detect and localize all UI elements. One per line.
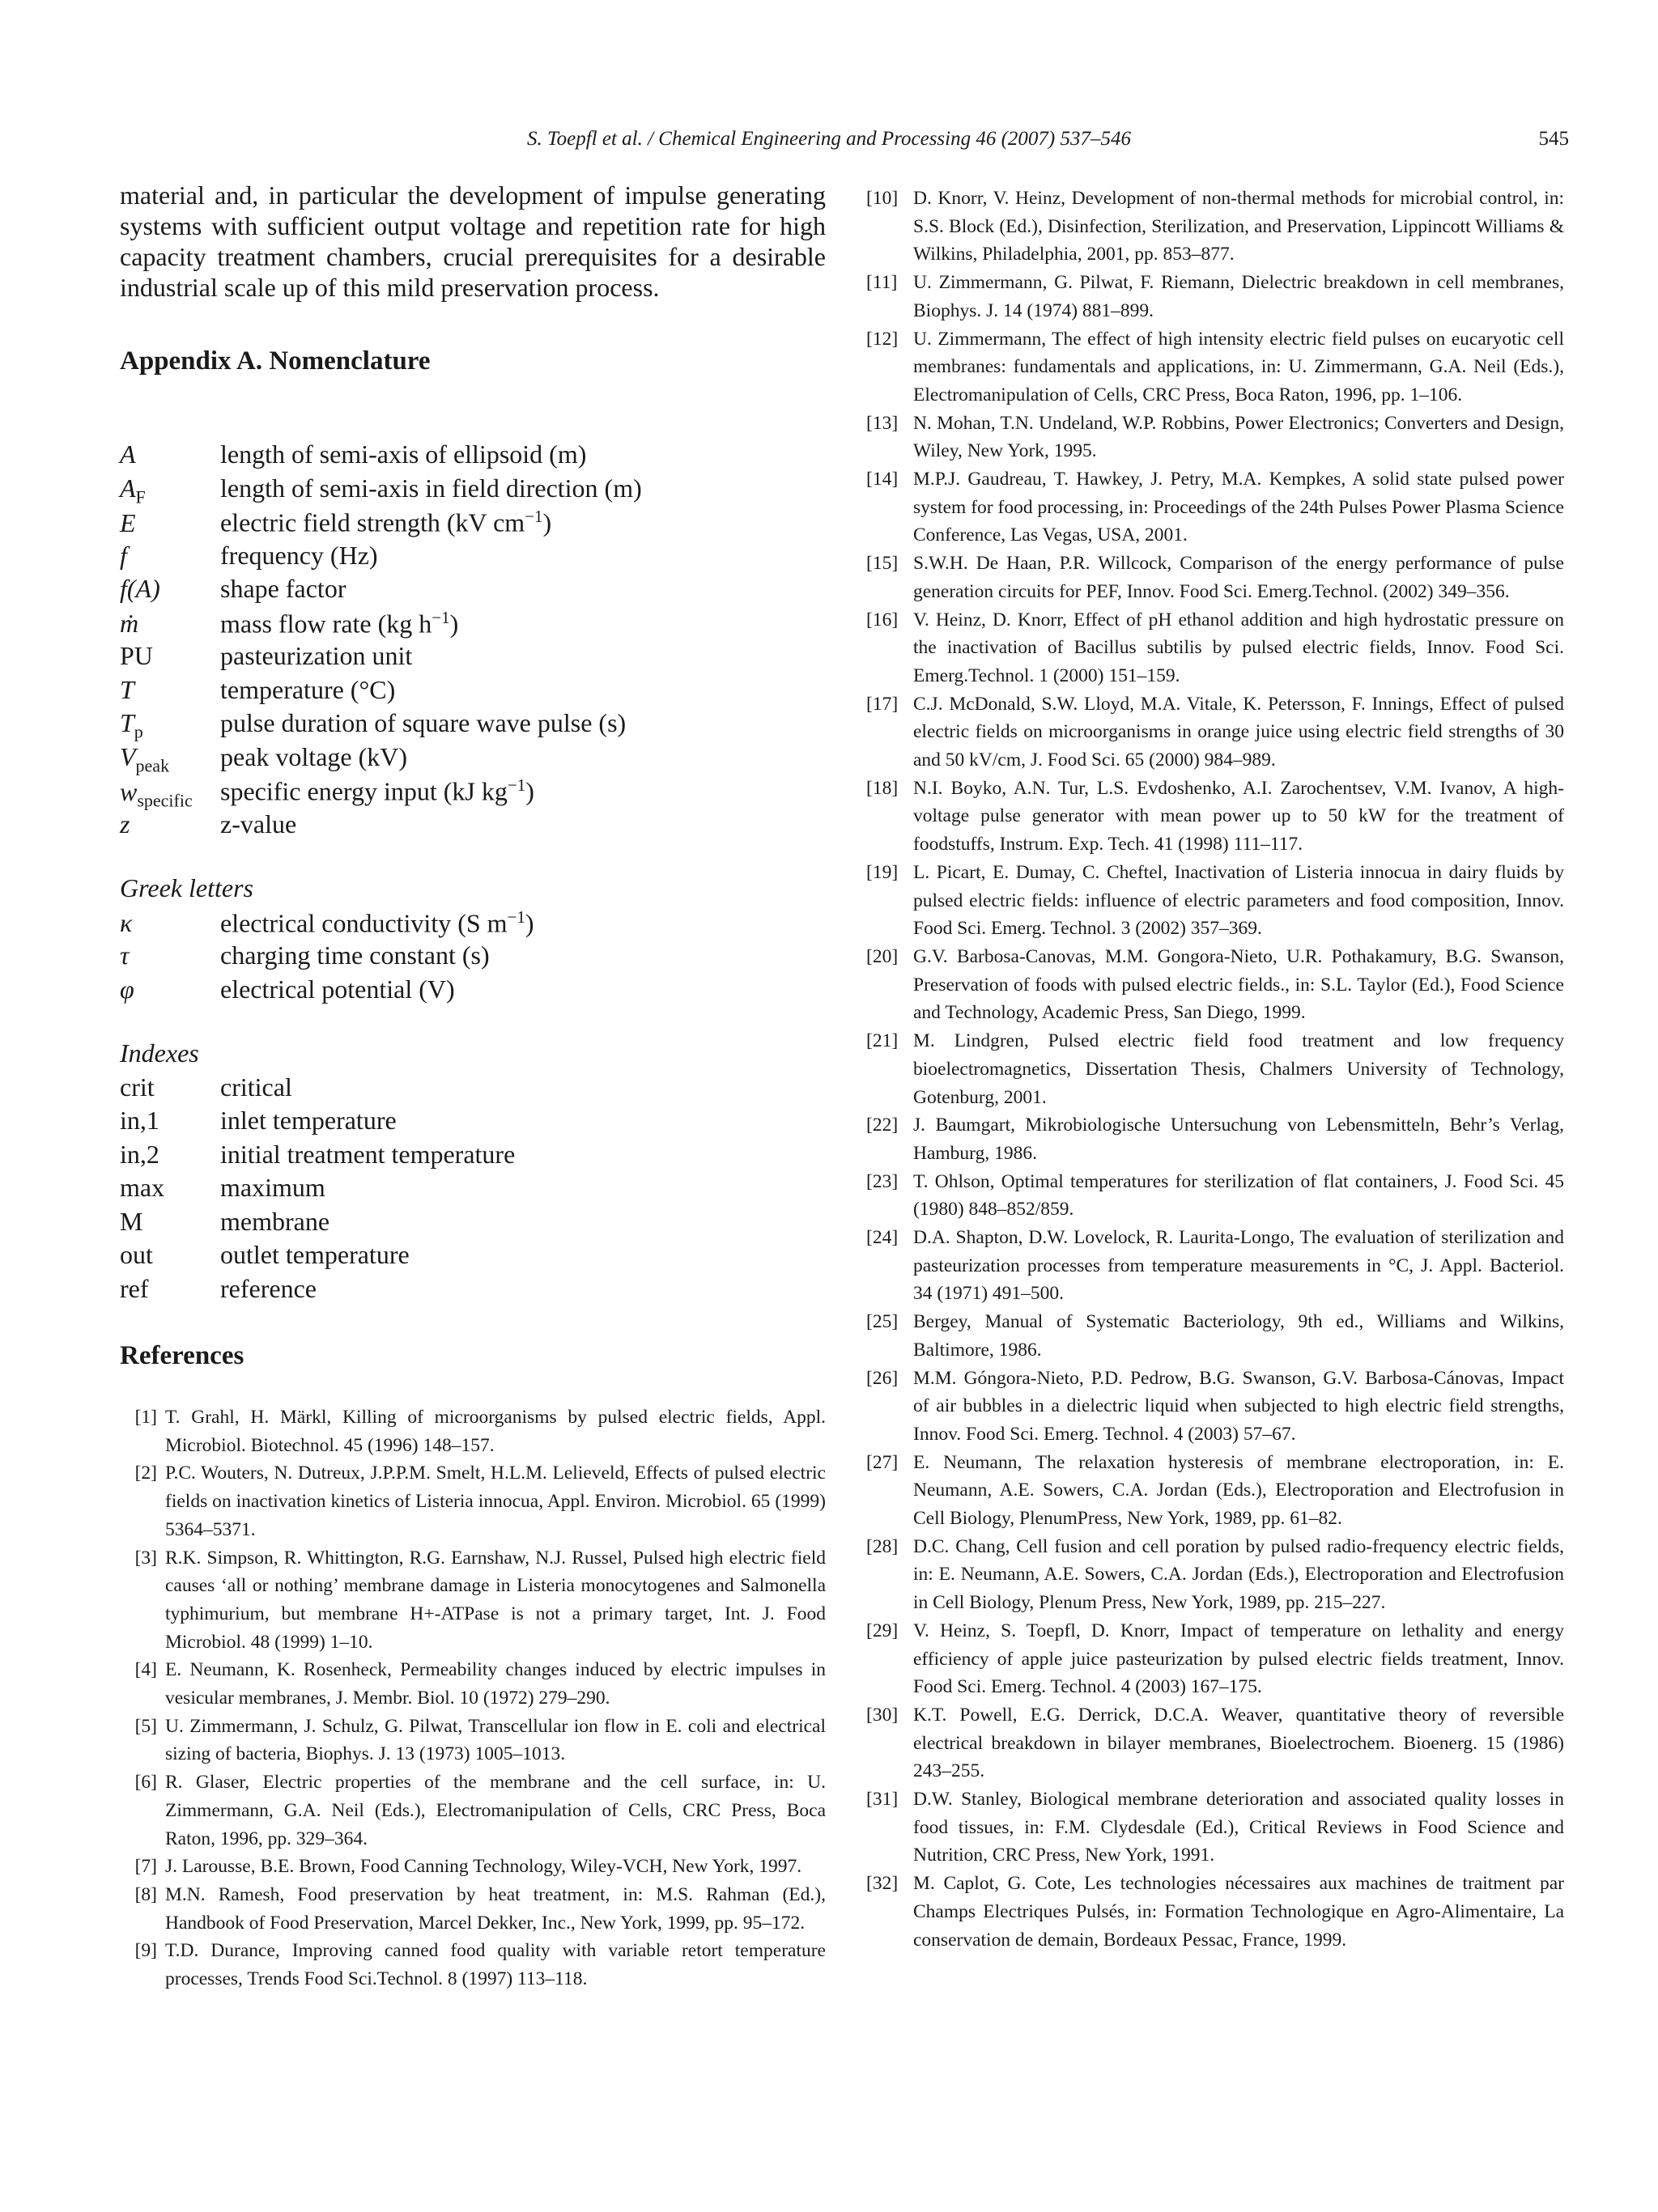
nomenclature-symbol: crit: [120, 1072, 155, 1102]
nomenclature-symbol: E: [120, 507, 136, 537]
reference-number: [29]: [866, 1620, 899, 1641]
nomenclature-definition: electrical potential (V): [220, 974, 455, 1004]
reference-text: P.C. Wouters, N. Dutreux, J.P.P.M. Smelt, H.L.M. Lelieveld, Effects of pulsed electric fields on inactivation kinetics of Listeria innocua, Appl. Environ. Microbiol. 65 (1999) 5364–5371.: [165, 1463, 826, 1540]
nomenclature-definition: inlet temperature: [220, 1106, 397, 1135]
reference-number: [17]: [866, 693, 899, 715]
reference-text: V. Heinz, D. Knorr, Effect of pH ethanol addition and high hydrostatic pressure on the inactivation of Bacillus subtilis by pulsed electric fields, Innov. Food Sci. Emerg.Technol. 1 (2000) 151–159.: [913, 609, 1564, 686]
reference-item: [120, 1713, 826, 1768]
nomenclature-definition: outlet temperature: [220, 1240, 410, 1269]
reference-number: [10]: [866, 188, 899, 209]
reference-text: D.C. Chang, Cell fusion and cell poration by pulsed radio-frequency electric fields, in: E. Neumann, A.E. Sowers, C.A. Jordan (Eds.), Electroporation and Electrofusion in Cell Biology, Plenum Press, New York, 1989, pp. 215–227.: [913, 1535, 1564, 1614]
nomenclature-row: [120, 775, 826, 809]
nomenclature-definition: mass flow rate (kg $h^{-1}$): [220, 607, 459, 639]
nomenclature-row: [120, 1072, 826, 1106]
nomenclature-definition: length of semi-axis of ellipsoid (m): [220, 439, 587, 469]
nomenclature-list: [120, 439, 826, 843]
reference-number: [20]: [866, 945, 899, 967]
reference-item: [866, 1365, 1564, 1449]
reference-number: [12]: [866, 328, 899, 350]
nomenclature-row: [120, 1173, 826, 1207]
nomenclature-definition: frequency (Hz): [220, 540, 378, 570]
nomenclature-definition: z-value: [220, 809, 297, 839]
nomenclature-row: [120, 541, 826, 575]
nomenclature-row: [120, 641, 826, 675]
reference-text: M.M. Góngora-Nieto, P.D. Pedrow, B.G. Swanson, G.V. Barbosa-Cánovas, Impact of air bubbles in a dielectric liquid when subjected to high electric field strengths, Innov. Food Sci. Emerg. Technol. 4 (2003) 57–67.: [913, 1367, 1564, 1445]
reference-number: [25]: [866, 1311, 899, 1333]
reference-text: E. Neumann, K. Rosenheck, Permeability changes induced by electric impulses in vesicular membranes, J. Membr. Biol. 10 (1972) 279–290.: [165, 1659, 826, 1709]
reference-text: D.A. Shapton, D.W. Lovelock, R. Laurita-Longo, The evaluation of sterilization and pasteurization processes from temperature measurements in °C, J. Appl. Bacteriol. 34 (1971) 491–500.: [913, 1227, 1564, 1305]
reference-text: M. Caplot, G. Cote, Les technologies nécessaires aux machines de traitment par Champs Electriques Pulsés, in: Formation Technologique en Agro-Alimentaire, La conservation de demain, Bordeaux Pessac, France, 1999.: [913, 1873, 1564, 1951]
reference-text: M.P.J. Gaudreau, T. Hawkey, J. Petry, M.A. Kempkes, A solid state pulsed power system for food processing, in: Proceedings of the 24th Pulses Power Plasma Science Conference, Las Vegas, USA, 2001.: [913, 469, 1564, 546]
reference-item: [866, 185, 1564, 269]
nomenclature-symbol: κ: [120, 908, 133, 938]
nomenclature-row: [120, 907, 826, 941]
reference-text: V. Heinz, S. Toepfl, D. Knorr, Impact of temperature on lethality and energy efficiency of apple juice pasteurization by pulsed electric fields treatment, Innov. Food Sci. Emerg. Technol. 4 (2003) 167–175.: [913, 1620, 1564, 1698]
nomenclature-symbol: T: [120, 674, 134, 704]
reference-text: M. Lindgren, Pulsed electric field food treatment and low frequency bioelectromagnetics, Dissertation Thesis, Chalmers University of Technology, Gotenburg, 2001.: [913, 1030, 1564, 1108]
reference-item: [866, 1027, 1564, 1111]
nomenclature-symbol: $T_p$: [120, 708, 143, 742]
nomenclature-symbol: $w_{specific}$: [120, 776, 193, 811]
nomenclature-symbol: $A_F$: [120, 473, 146, 507]
reference-number: [11]: [866, 272, 898, 294]
nomenclature-symbol: f(A): [120, 574, 160, 603]
nomenclature-row: [120, 507, 826, 541]
nomenclature-definition: electrical conductivity (S $m^{-1}$): [220, 906, 534, 938]
reference-number: [13]: [866, 412, 899, 434]
nomenclature-row: [120, 675, 826, 709]
reference-number: [31]: [866, 1789, 899, 1811]
nomenclature-row: [120, 974, 826, 1008]
nomenclature-row: [120, 473, 826, 507]
nomenclature-row: [120, 742, 826, 776]
nomenclature-symbol: f: [120, 540, 127, 570]
reference-text: R. Glaser, Electric properties of the membrane and the cell surface, in: U. Zimmermann, G.A. Neil (Eds.), Electromanipulation of Cells, CRC Press, Boca Raton, 1996, pp. 329–364.: [165, 1772, 826, 1849]
reference-text: K.T. Powell, E.G. Derrick, D.C.A. Weaver, quantitative theory of reversible electrical breakdown in bilayer membranes, Bioelectrochem. Bioenerg. 15 (1986) 243–255.: [913, 1704, 1564, 1782]
reference-item: [866, 859, 1564, 943]
reference-number: [18]: [866, 777, 899, 799]
reference-text: E. Neumann, The relaxation hysteresis of membrane electroporation, in: E. Neumann, A.E. Sowers, C.A. Jordan (Eds.), Electroporation and Electrofusion in Cell Biology, PlenumPress, New York, 1989, pp. 61–82.: [913, 1451, 1564, 1530]
nomenclature-symbol: ref: [120, 1273, 149, 1303]
reference-text: S.W.H. De Haan, P.R. Willcock, Comparison of the energy performance of pulse generation circuits for PEF, Innov. Food Sci. Emerg.Technol. (2002) 349–356.: [913, 553, 1564, 602]
nomenclature-row: [120, 708, 826, 742]
appendix-heading: Appendix A. Nomenclature: [120, 346, 431, 376]
reference-text: L. Picart, E. Dumay, C. Cheftel, Inactivation of Listeria innocua in dairy fluids by pulsed electric fields: influence of electric parameters and food composition, Innov. Food Sci. Emerg. Technol. 3 (2002) 357–369.: [913, 861, 1564, 940]
nomenclature-symbol: z: [120, 809, 130, 839]
reference-item: [866, 1533, 1564, 1617]
reference-item: [866, 1617, 1564, 1701]
indexes-list: [120, 1072, 826, 1308]
references-list-left: [120, 1403, 826, 1993]
nomenclature-definition: maximum: [220, 1173, 325, 1202]
greek-letters-list: [120, 907, 826, 1008]
nomenclature-definition: length of semi-axis in field direction (m): [220, 473, 642, 503]
nomenclature-definition: initial treatment temperature: [220, 1139, 516, 1169]
nomenclature-definition: electric field strength (kV $cm^{-1}$): [220, 507, 552, 537]
reference-item: [866, 1449, 1564, 1533]
reference-item: [866, 690, 1564, 775]
nomenclature-symbol: max: [120, 1173, 165, 1202]
right-column: [866, 185, 1564, 1954]
reference-text: T.D. Durance, Improving canned food quality with variable retort temperature processes, Trends Food Sci.Technol. 8 (1997) 113–118.: [165, 1940, 826, 1990]
reference-number: [8]: [134, 1883, 157, 1905]
greek-letters-heading: Greek letters: [120, 873, 253, 902]
reference-item: [866, 1308, 1564, 1364]
nomenclature-definition: charging time constant (s): [220, 940, 490, 970]
nomenclature-symbol: $V_{peak}$: [120, 741, 170, 775]
nomenclature-symbol: A: [120, 439, 136, 469]
nomenclature-row: [120, 1140, 826, 1174]
reference-item: [120, 1853, 826, 1881]
reference-text: T. Grahl, H. Märkl, Killing of microorganisms by pulsed electric fields, Appl. Microbiol. Biotechnol. 45 (1996) 148–157.: [165, 1407, 826, 1456]
references-heading: References: [120, 1341, 244, 1370]
nomenclature-row: [120, 574, 826, 608]
reference-item: [866, 410, 1564, 465]
reference-item: [866, 465, 1564, 550]
reference-number: [1]: [134, 1407, 157, 1428]
reference-text: J. Baumgart, Mikrobiologische Untersuchung von Lebensmitteln, Behr’s Verlag, Hamburg, 1986.: [913, 1114, 1564, 1164]
reference-number: [28]: [866, 1535, 899, 1557]
nomenclature-symbol: in,2: [120, 1139, 159, 1169]
reference-text: N.I. Boyko, A.N. Tur, L.S. Evdoshenko, A.I. Zarochentsev, V.M. Ivanov, A high-voltage pulse generator with mean power up to 50 kW for the treatment of foodstuffs, Instrum. Exp. Tech. 41 (1998) 111–117.: [913, 777, 1564, 856]
nomenclature-definition: pulse duration of square wave pulse (s): [220, 708, 627, 737]
reference-number: [22]: [866, 1114, 899, 1136]
nomenclature-symbol: M: [120, 1206, 143, 1236]
reference-number: [7]: [134, 1856, 157, 1878]
nomenclature-row: [120, 1106, 826, 1140]
reference-number: [26]: [866, 1367, 899, 1389]
reference-item: [866, 1870, 1564, 1954]
nomenclature-definition: peak voltage (kV): [220, 741, 408, 771]
reference-number: [30]: [866, 1704, 899, 1726]
nomenclature-definition: shape factor: [220, 574, 346, 603]
reference-item: [866, 775, 1564, 859]
reference-item: [866, 550, 1564, 605]
reference-item: [866, 1168, 1564, 1224]
nomenclature-symbol: in,1: [120, 1106, 159, 1135]
reference-text: U. Zimmermann, The effect of high intensity electric field pulses on eucaryotic cell membranes: fundamentals and applications, in: U. Zimmermann, G.A. Neil (Eds.), Electromanipulation of Cells, CRC Press, Boca Raton, 1996, pp. 1–106.: [913, 328, 1564, 405]
reference-number: [15]: [866, 553, 899, 575]
left-column: [120, 180, 826, 1993]
nomenclature-row: [120, 940, 826, 974]
reference-number: [6]: [134, 1772, 157, 1794]
reference-item: [866, 943, 1564, 1027]
page-number: 545: [1538, 128, 1569, 150]
nomenclature-definition: temperature (°C): [220, 674, 396, 704]
reference-number: [14]: [866, 469, 899, 490]
reference-number: [27]: [866, 1451, 899, 1473]
nomenclature-symbol: PU: [120, 641, 153, 670]
reference-text: J. Larousse, B.E. Brown, Food Canning Technology, Wiley-VCH, New York, 1997.: [165, 1856, 802, 1878]
reference-number: [3]: [134, 1547, 157, 1569]
indexes-heading: Indexes: [120, 1038, 199, 1068]
reference-item: [866, 606, 1564, 690]
reference-item: [866, 1111, 1564, 1167]
reference-text: U. Zimmermann, J. Schulz, G. Pilwat, Transcellular ion flow in E. coli and electrical sizing of bacteria, Biophys. J. 13 (1973) 1005–1013.: [165, 1715, 826, 1765]
reference-item: [866, 325, 1564, 410]
nomenclature-row: [120, 809, 826, 843]
nomenclature-definition: critical: [220, 1072, 292, 1102]
reference-text: R.K. Simpson, R. Whittington, R.G. Earnshaw, N.J. Russel, Pulsed high electric field causes ‘all or nothing’ membrane damage in Listeria monocytogenes and Salmonella typhimurium, but membrane H+-ATPase is not a primary target, Int. J. Food Microbiol. 48 (1999) 1–10.: [165, 1547, 826, 1653]
reference-item: [120, 1881, 826, 1937]
reference-item: [866, 269, 1564, 325]
reference-text: M.N. Ramesh, Food preservation by heat treatment, in: M.S. Rahman (Ed.), Handbook of Food Preservation, Marcel Dekker, Inc., New York, 1999, pp. 95–172.: [165, 1883, 826, 1934]
reference-text: D. Knorr, V. Heinz, Development of non-thermal methods for microbial control, in: S.S. Block (Ed.), Disinfection, Sterilization, and Preservation, Lippincott Williams & Wilkins, Philadelphia, 2001, pp. 853–877.: [913, 188, 1564, 265]
nomenclature-symbol: ṁ: [120, 609, 139, 639]
reference-number: [24]: [866, 1227, 899, 1249]
nomenclature-row: [120, 1274, 826, 1308]
nomenclature-symbol: τ: [120, 940, 130, 970]
reference-number: [23]: [866, 1170, 899, 1192]
nomenclature-definition: membrane: [220, 1206, 330, 1236]
nomenclature-symbol: φ: [120, 974, 134, 1004]
reference-item: [866, 1701, 1564, 1785]
reference-item: [120, 1544, 826, 1657]
intro-paragraph: material and, in particular the development of impulse generating systems with sufficient output voltage and repetition rate for high capacity treatment chambers, crucial prerequisites for a desirable industrial scale up of this mild preservation process.: [120, 180, 826, 302]
reference-number: [32]: [866, 1873, 899, 1895]
reference-number: [16]: [866, 609, 899, 630]
reference-item: [120, 1459, 826, 1543]
reference-text: N. Mohan, T.N. Undeland, W.P. Robbins, Power Electronics; Converters and Design, Wiley, New York, 1995.: [913, 412, 1564, 462]
references-list-right: [866, 185, 1564, 1954]
nomenclature-definition: pasteurization unit: [220, 641, 413, 670]
reference-item: [866, 1785, 1564, 1870]
reference-item: [120, 1768, 826, 1853]
reference-item: [120, 1937, 826, 1993]
running-head: [0, 128, 1658, 160]
reference-number: [21]: [866, 1030, 899, 1052]
reference-number: [9]: [134, 1940, 157, 1962]
reference-text: Bergey, Manual of Systematic Bacteriology, 9th ed., Williams and Wilkins, Baltimore, 1986.: [913, 1311, 1564, 1361]
reference-text: T. Ohlson, Optimal temperatures for sterilization of flat containers, J. Food Sci. 45 (1980) 848–852/859.: [913, 1170, 1564, 1221]
nomenclature-row: [120, 1207, 826, 1241]
reference-item: [866, 1224, 1564, 1308]
nomenclature-row: [120, 439, 826, 473]
running-title: S. Toepfl et al. / Chemical Engineering and Processing 46 (2007) 537–546: [527, 128, 1131, 150]
nomenclature-row: [120, 1240, 826, 1274]
reference-text: C.J. McDonald, S.W. Lloyd, M.A. Vitale, K. Petersson, F. Innings, Effect of pulsed electric fields on microorganisms in orange juice using electric field strengths of 30 and 50 kV/cm, J. Food Sci. 65 (2000) 984–989.: [913, 693, 1564, 771]
reference-number: [19]: [866, 861, 899, 883]
nomenclature-definition: reference: [220, 1273, 317, 1303]
reference-text: D.W. Stanley, Biological membrane deterioration and associated quality losses in food tissues, in: F.M. Clydesdale (Ed.), Critical Reviews in Food Science and Nutrition, CRC Press, New York, 1991.: [913, 1789, 1564, 1866]
reference-text: U. Zimmermann, G. Pilwat, F. Riemann, Dielectric breakdown in cell membranes, Biophys. J. 14 (1974) 881–899.: [913, 272, 1564, 321]
reference-item: [120, 1656, 826, 1712]
reference-text: G.V. Barbosa-Canovas, M.M. Gongora-Nieto, U.R. Pothakamury, B.G. Swanson, Preservation of foods with pulsed electric fields., in: S.L. Taylor (Ed.), Food Science and Technology, Academic Press, San Diego, 1999.: [913, 945, 1564, 1024]
reference-number: [4]: [134, 1659, 157, 1681]
nomenclature-symbol: out: [120, 1240, 153, 1269]
reference-item: [120, 1403, 826, 1459]
reference-number: [5]: [134, 1715, 157, 1737]
reference-number: [2]: [134, 1463, 157, 1484]
nomenclature-definition: specific energy input (kJ $kg^{-1}$): [220, 775, 534, 806]
nomenclature-row: [120, 608, 826, 642]
